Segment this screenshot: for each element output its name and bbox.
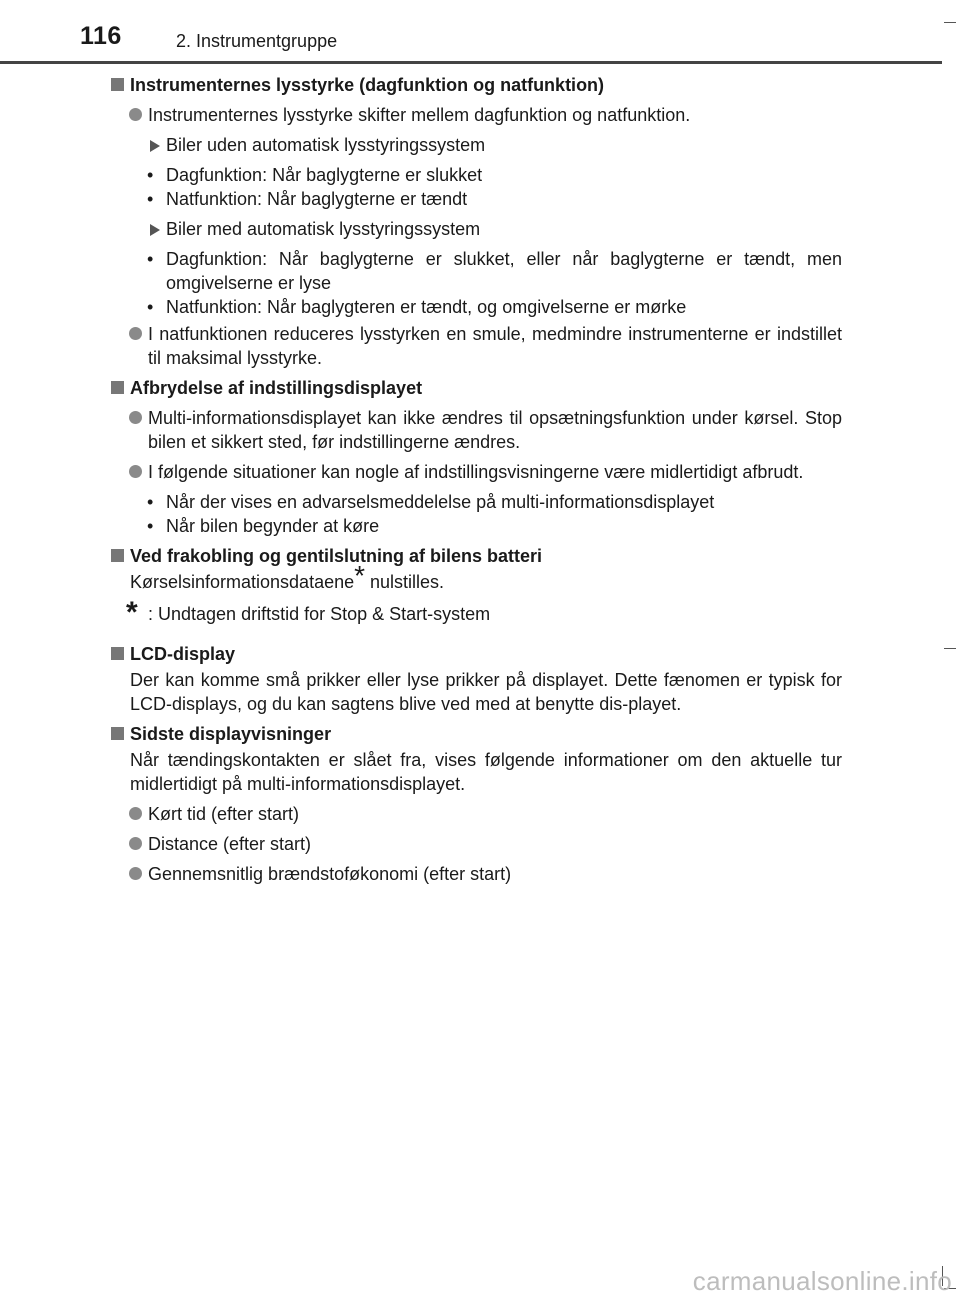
- triangle-arrow-icon: [150, 224, 160, 236]
- triangle-arrow-icon: [150, 140, 160, 152]
- bullet-icon: •: [147, 249, 154, 269]
- section-heading: [110, 544, 842, 568]
- page-content: [110, 73, 842, 886]
- item-text: Gennemsnitlig brændstoføkonomi (efter start): [148, 864, 512, 884]
- section-heading: [110, 376, 842, 400]
- footnote-text: : Undtagen driftstid for Stop & Start-system: [148, 604, 491, 624]
- watermark: carmanualsonline.info: [692, 1266, 952, 1296]
- header-rule: [0, 61, 942, 64]
- item-text: Natfunktion: Når baglygterne er tændt: [166, 189, 468, 209]
- bullet-icon: •: [147, 165, 154, 185]
- subheading-text: Biler uden automatisk lysstyringssystem: [166, 135, 486, 155]
- paragraph: [110, 560, 842, 594]
- circle-bullet-item: [110, 460, 842, 484]
- bullet-icon: •: [147, 492, 154, 512]
- list-item: [110, 490, 842, 514]
- list-item: [110, 514, 842, 538]
- bullet-icon: •: [147, 297, 154, 317]
- subheading: [110, 133, 842, 157]
- item-text: Natfunktion: Når baglygteren er tændt, og omgivelserne er mørke: [166, 297, 687, 317]
- list-item: [110, 163, 842, 187]
- circle-bullet-icon: [129, 108, 142, 121]
- paragraph-text: nulstilles.: [365, 572, 445, 592]
- item-text: Instrumenternes lysstyrke skifter mellem dagfunktion og natfunktion.: [148, 105, 691, 125]
- circle-bullet-icon: [129, 411, 142, 424]
- circle-bullet-item: [110, 103, 842, 127]
- list-item: [110, 295, 842, 319]
- footnote: [110, 596, 842, 629]
- paragraph: Der kan komme små prikker eller lyse prikker på displayet. Dette fænomen er typisk for LCD-displays, og du kan sagtens blive ved med at benytte dis-playet.: [130, 670, 842, 714]
- item-text: Dagfunktion: Når baglygterne er slukket: [166, 165, 483, 185]
- bullet-icon: •: [147, 189, 154, 209]
- item-text: Dagfunktion: Når baglygterne er slukket, eller når baglygterne er tændt, men omgivelserne er lyse: [166, 249, 842, 293]
- circle-bullet-item: [110, 322, 842, 370]
- section-heading: [110, 642, 842, 666]
- paragraph-text: Kørselsinformationsdataene: [130, 572, 355, 592]
- item-text: Når bilen begynder at køre: [166, 516, 380, 536]
- page-number: 116: [80, 22, 122, 50]
- circle-bullet-icon: [129, 465, 142, 478]
- section-title: Ved frakobling og gentilslutning af bilens batteri: [130, 546, 543, 566]
- section-heading: [110, 73, 842, 97]
- circle-bullet-icon: [129, 867, 142, 880]
- section-title: LCD-display: [130, 644, 236, 664]
- list-item: [110, 247, 842, 295]
- item-text: Distance (efter start): [148, 834, 312, 854]
- square-bullet-icon: [111, 549, 124, 562]
- square-bullet-icon: [111, 381, 124, 394]
- chapter-title: 2. Instrumentgruppe: [176, 31, 338, 51]
- item-text: Multi-informationsdisplayet kan ikke ændres til opsætningsfunktion under kørsel. Stop bilen et sikkert sted, før indstillingerne ændres.: [148, 408, 842, 452]
- bullet-icon: •: [147, 516, 154, 536]
- circle-bullet-icon: [129, 837, 142, 850]
- list-item: [110, 187, 842, 211]
- item-text: Når der vises en advarselsmeddelelse på multi-informationsdisplayet: [166, 492, 715, 512]
- crop-mark-top: [944, 22, 956, 23]
- square-bullet-icon: [111, 78, 124, 91]
- circle-bullet-item: [110, 406, 842, 454]
- subheading: [110, 217, 842, 241]
- square-bullet-icon: [111, 647, 124, 660]
- item-text: I natfunktionen reduceres lysstyrken en smule, medmindre instrumenterne er indstillet til maksimal lysstyrke.: [148, 324, 842, 368]
- circle-bullet-icon: [129, 807, 142, 820]
- subheading-text: Biler med automatisk lysstyringssystem: [166, 219, 481, 239]
- asterisk-mark: *: [354, 560, 366, 591]
- paragraph: Når tændingskontakten er slået fra, vises følgende informationer om den aktuelle tur midlertidigt på multi-informationsdisplayet.: [130, 750, 842, 794]
- circle-bullet-icon: [129, 327, 142, 340]
- section-heading: [110, 722, 842, 746]
- circle-bullet-item: [110, 802, 842, 826]
- section-title: Afbrydelse af indstillingsdisplayet: [130, 378, 423, 398]
- item-text: Kørt tid (efter start): [148, 804, 300, 824]
- crop-mark-mid: [944, 648, 956, 649]
- item-text: I følgende situationer kan nogle af indstillingsvisningerne være midlertidigt afbrudt.: [148, 462, 804, 482]
- circle-bullet-item: [110, 832, 842, 856]
- section-title: Sidste displayvisninger: [130, 724, 332, 744]
- section-title: Instrumenternes lysstyrke (dagfunktion og natfunktion): [130, 75, 605, 95]
- spacer: [110, 626, 842, 636]
- square-bullet-icon: [111, 727, 124, 740]
- circle-bullet-item: [110, 862, 842, 886]
- footnote-asterisk: *: [126, 596, 138, 629]
